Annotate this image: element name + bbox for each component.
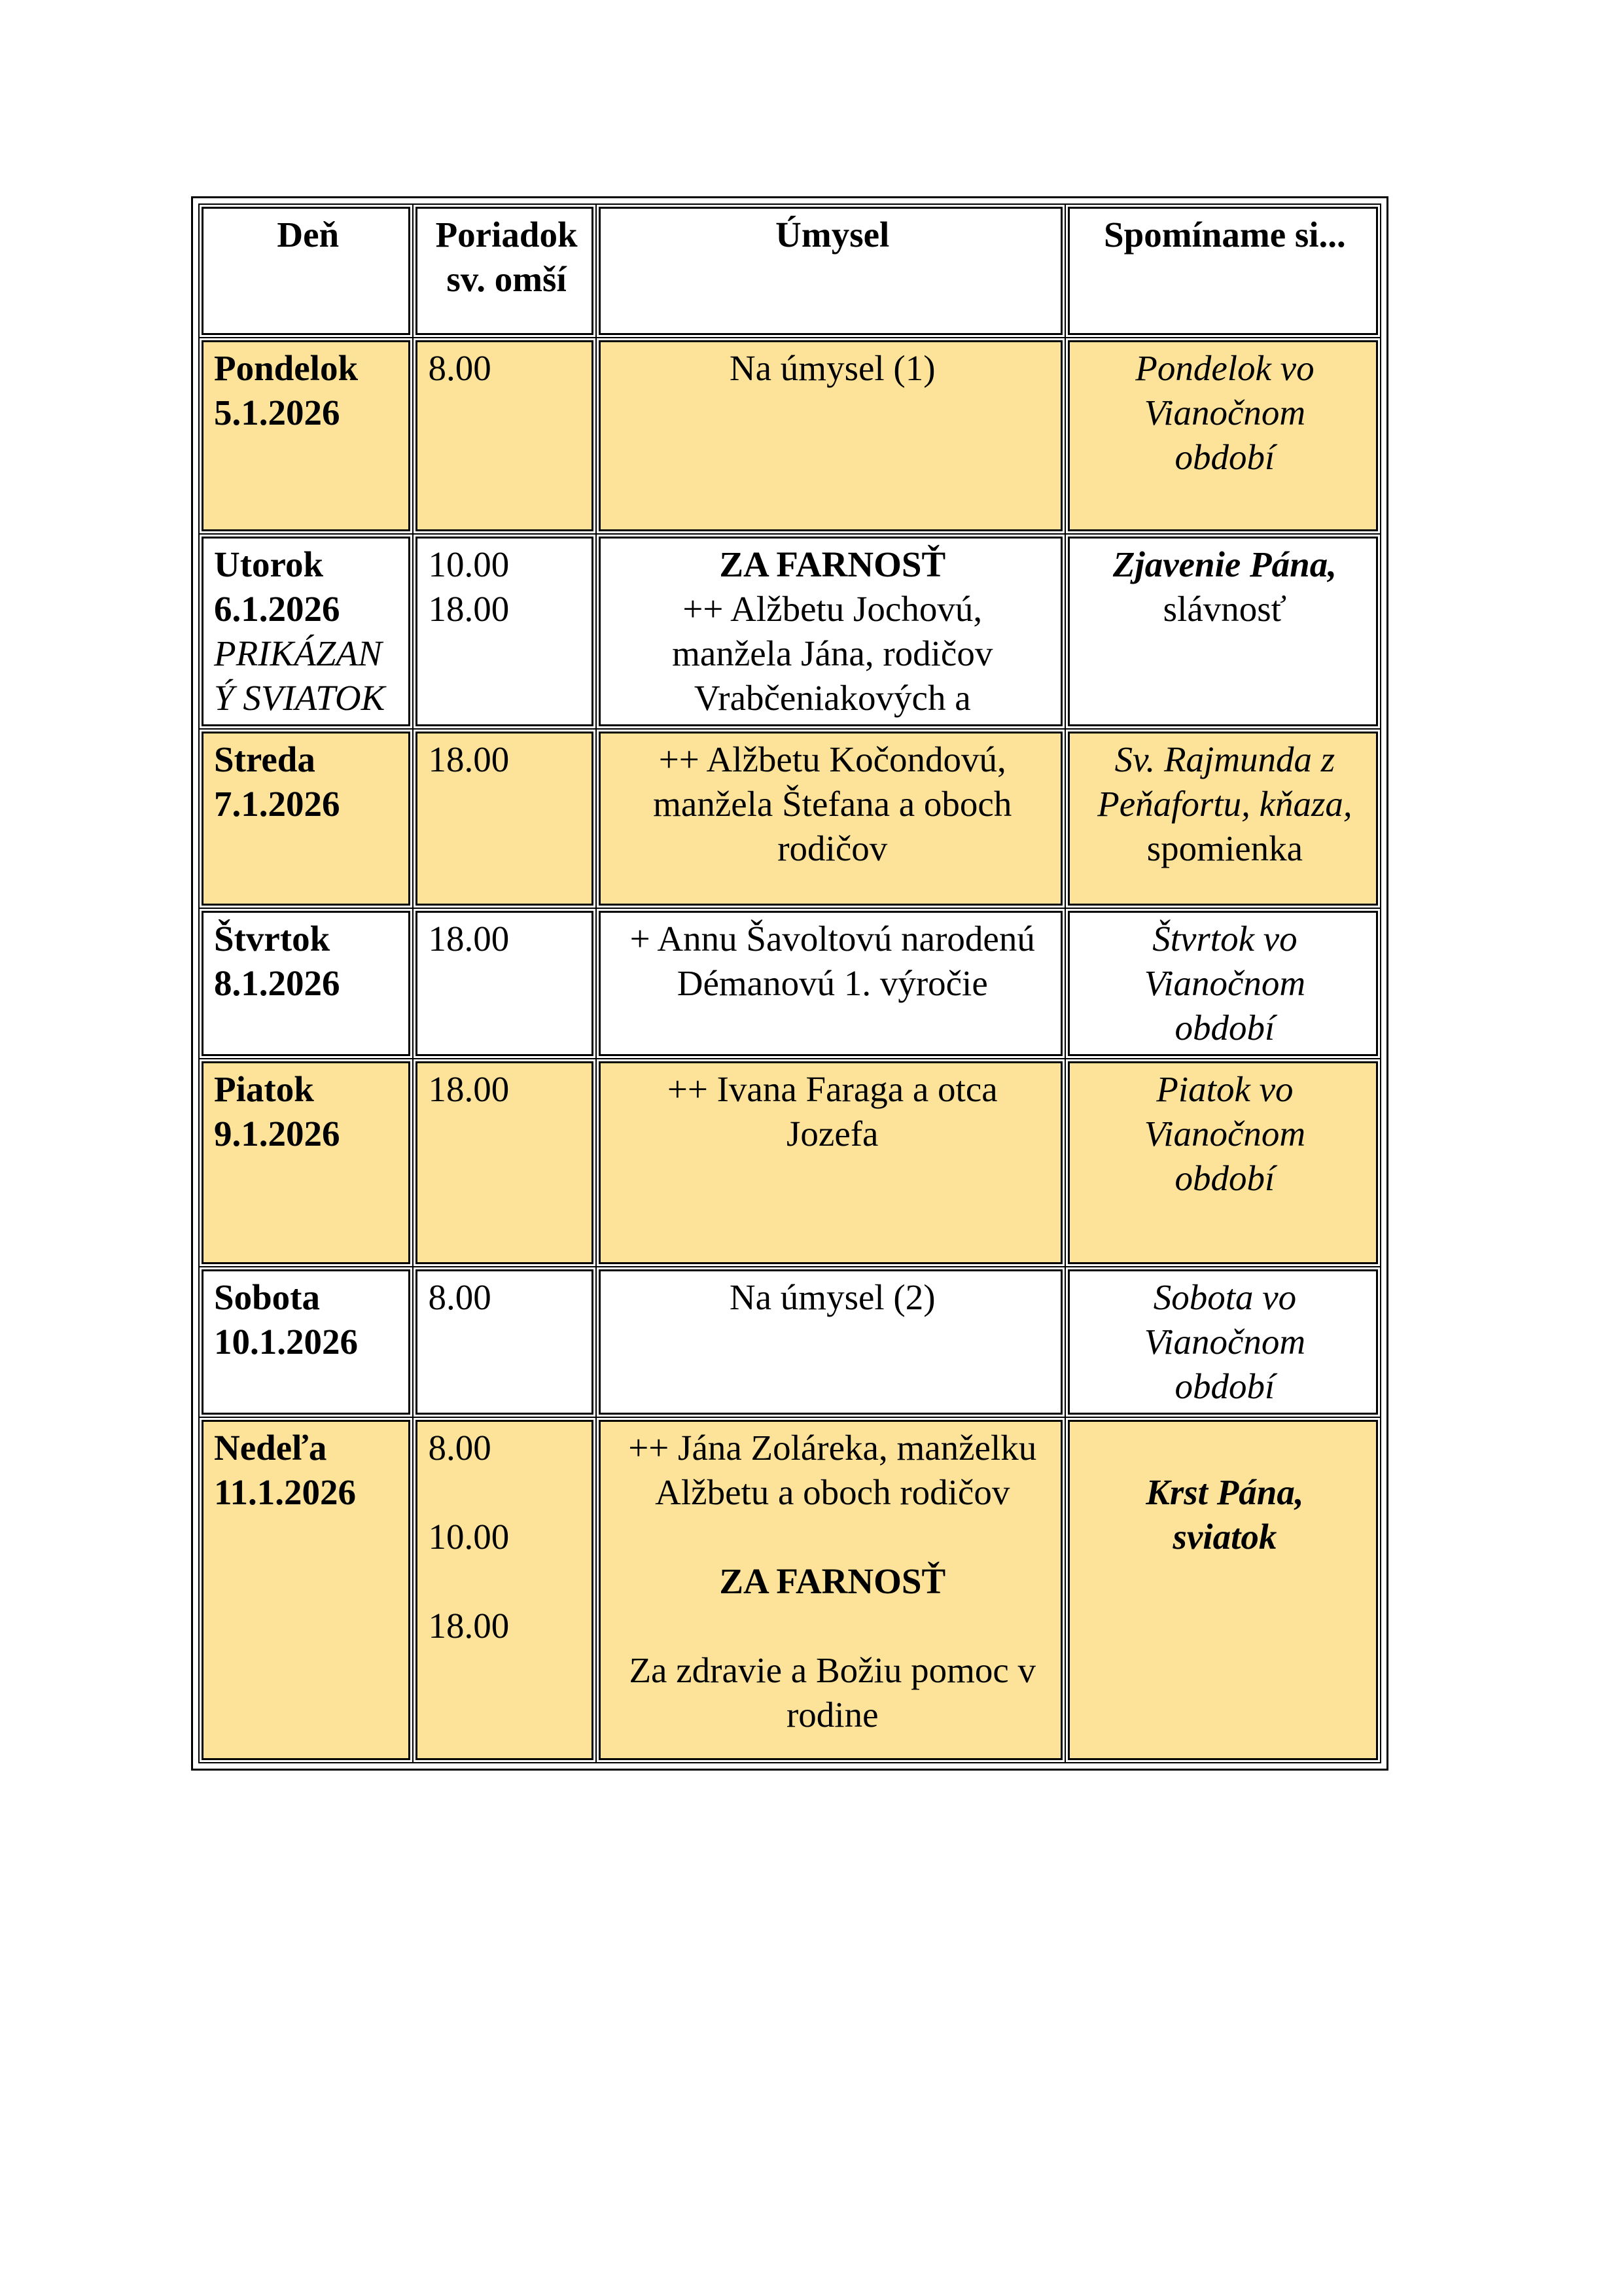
table-row bbox=[202, 1420, 1378, 1760]
memorial-bold-text: Zjavenie Pána, bbox=[1112, 544, 1337, 584]
header-mass-line1: Poriadok bbox=[435, 215, 578, 255]
intent-text: ++ Ivana Faraga a otca bbox=[667, 1069, 998, 1109]
mass-schedule-table bbox=[196, 202, 1383, 1765]
mass-time: 10.00 bbox=[428, 544, 510, 584]
memorial-text: Vianočnom bbox=[1144, 1114, 1306, 1154]
time-cell bbox=[415, 1420, 593, 1760]
schedule-frame bbox=[191, 196, 1388, 1771]
memorial-text: Štvrtok vo bbox=[1152, 919, 1297, 959]
day-date: 9.1.2026 bbox=[214, 1114, 340, 1154]
day-date: 8.1.2026 bbox=[214, 963, 340, 1003]
day-cell bbox=[202, 537, 410, 726]
holiday-label: PRIKÁZAN bbox=[214, 633, 382, 673]
day-cell bbox=[202, 911, 410, 1056]
header-mass-line2: sv. omší bbox=[446, 259, 567, 299]
intent-text: Démanovú 1. výročie bbox=[677, 963, 988, 1003]
header-row bbox=[202, 207, 1378, 335]
memorial-cell bbox=[1068, 537, 1378, 726]
table-row bbox=[202, 1269, 1378, 1415]
time-cell bbox=[415, 1061, 593, 1264]
day-name: Streda bbox=[214, 739, 315, 779]
day-name: Sobota bbox=[214, 1277, 320, 1317]
intent-cell bbox=[599, 1061, 1063, 1264]
intent-text: Na úmysel (2) bbox=[729, 1277, 936, 1317]
time-cell bbox=[415, 911, 593, 1056]
day-name: Utorok bbox=[214, 544, 324, 584]
header-memorial: Spomíname si... bbox=[1068, 207, 1378, 335]
intent-text: Alžbetu a oboch rodičov bbox=[655, 1472, 1010, 1512]
time-cell bbox=[415, 340, 593, 531]
memorial-text: Vianočnom bbox=[1144, 393, 1306, 433]
day-cell bbox=[202, 340, 410, 531]
intent-text: rodičov bbox=[777, 828, 888, 868]
day-date: 10.1.2026 bbox=[214, 1322, 358, 1362]
intent-text: Vrabčeniakových a bbox=[694, 678, 971, 718]
memorial-cell bbox=[1068, 340, 1378, 531]
intent-text: Na úmysel (1) bbox=[729, 348, 936, 388]
memorial-bold-text: sviatok bbox=[1173, 1517, 1277, 1557]
intent-cell bbox=[599, 732, 1063, 906]
table-row bbox=[202, 1061, 1378, 1264]
day-cell bbox=[202, 732, 410, 906]
memorial-text: Peňafortu, kňaza, bbox=[1097, 784, 1352, 824]
day-date: 5.1.2026 bbox=[214, 393, 340, 433]
header-mass bbox=[415, 207, 593, 335]
intent-cell bbox=[599, 911, 1063, 1056]
intent-text: Jozefa bbox=[786, 1114, 879, 1154]
day-cell bbox=[202, 1420, 410, 1760]
mass-time: 18.00 bbox=[428, 1069, 510, 1109]
intent-text: rodine bbox=[786, 1695, 879, 1735]
intent-cell bbox=[599, 537, 1063, 726]
day-cell bbox=[202, 1061, 410, 1264]
intent-text: ++ Alžbetu Jochovú, bbox=[682, 589, 983, 629]
memorial-cell bbox=[1068, 1269, 1378, 1415]
spacer bbox=[428, 1470, 584, 1515]
table-row bbox=[202, 732, 1378, 906]
memorial-plain-text: slávnosť bbox=[1163, 589, 1287, 629]
mass-time: 8.00 bbox=[428, 348, 491, 388]
intent-text: + Annu Šavoltovú narodenú bbox=[629, 919, 1035, 959]
mass-time: 10.00 bbox=[428, 1517, 510, 1557]
memorial-text: období bbox=[1174, 1008, 1275, 1048]
memorial-cell bbox=[1068, 732, 1378, 906]
time-cell bbox=[415, 732, 593, 906]
memorial-text: Vianočnom bbox=[1144, 963, 1306, 1003]
spacer bbox=[611, 1515, 1054, 1559]
memorial-text: Vianočnom bbox=[1144, 1322, 1306, 1362]
memorial-plain-text: spomienka bbox=[1146, 828, 1303, 868]
memorial-text: Piatok vo bbox=[1156, 1069, 1294, 1109]
intent-cell bbox=[599, 1269, 1063, 1415]
mass-time: 18.00 bbox=[428, 589, 510, 629]
mass-time: 8.00 bbox=[428, 1428, 491, 1468]
day-date: 7.1.2026 bbox=[214, 784, 340, 824]
table-row bbox=[202, 911, 1378, 1056]
time-cell bbox=[415, 537, 593, 726]
intent-text: ++ Alžbetu Kočondovú, bbox=[658, 739, 1006, 779]
header-intent: Úmysel bbox=[599, 207, 1063, 335]
day-date: 11.1.2026 bbox=[214, 1472, 356, 1512]
memorial-cell bbox=[1068, 911, 1378, 1056]
mass-time: 18.00 bbox=[428, 1606, 510, 1646]
memorial-text: Sv. Rajmunda z bbox=[1114, 739, 1335, 779]
header-day: Deň bbox=[202, 207, 410, 335]
intent-text: Za zdravie a Božiu pomoc v bbox=[629, 1650, 1036, 1690]
memorial-cell bbox=[1068, 1061, 1378, 1264]
day-cell bbox=[202, 1269, 410, 1415]
memorial-text: období bbox=[1174, 1158, 1275, 1198]
mass-time: 18.00 bbox=[428, 919, 510, 959]
intent-cell bbox=[599, 340, 1063, 531]
spacer bbox=[428, 1559, 584, 1604]
day-name: Nedeľa bbox=[214, 1428, 327, 1468]
memorial-cell bbox=[1068, 1420, 1378, 1760]
table-row bbox=[202, 340, 1378, 531]
memorial-text: Pondelok vo bbox=[1135, 348, 1315, 388]
memorial-text: Sobota vo bbox=[1153, 1277, 1297, 1317]
memorial-text: období bbox=[1174, 437, 1275, 477]
intent-cell bbox=[599, 1420, 1063, 1760]
intent-text: ++ Jána Zoláreka, manželku bbox=[628, 1428, 1037, 1468]
day-name: Pondelok bbox=[214, 348, 359, 388]
intent-text: manžela Štefana a oboch bbox=[653, 784, 1012, 824]
memorial-bold-text: Krst Pána, bbox=[1146, 1472, 1304, 1512]
intent-bold-text: ZA FARNOSŤ bbox=[719, 544, 946, 584]
mass-time: 8.00 bbox=[428, 1277, 491, 1317]
spacer bbox=[1080, 1426, 1369, 1470]
intent-bold-text: ZA FARNOSŤ bbox=[719, 1561, 946, 1601]
day-name: Štvrtok bbox=[214, 919, 330, 959]
day-date: 6.1.2026 bbox=[214, 589, 340, 629]
memorial-text: období bbox=[1174, 1366, 1275, 1406]
spacer bbox=[611, 1604, 1054, 1648]
day-name: Piatok bbox=[214, 1069, 314, 1109]
table-row bbox=[202, 537, 1378, 726]
intent-text: manžela Jána, rodičov bbox=[672, 633, 993, 673]
holiday-label: Ý SVIATOK bbox=[214, 678, 385, 718]
time-cell bbox=[415, 1269, 593, 1415]
mass-time: 18.00 bbox=[428, 739, 510, 779]
